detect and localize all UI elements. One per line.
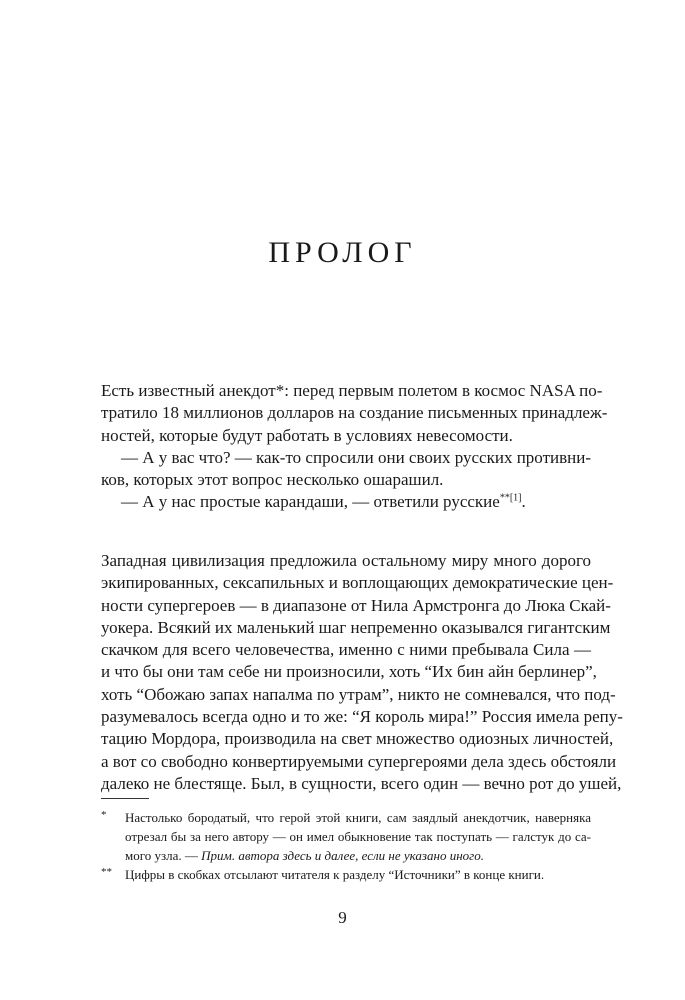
text-fragment: мого узла. — <box>125 848 202 863</box>
text-line <box>101 491 591 513</box>
text-line: скачком для всего человечества, именно с ними пребывала Сила — <box>101 640 591 660</box>
chapter-title: ПРОЛОГ <box>268 236 417 269</box>
text-line: Западная цивилизация предложила остальному миру много дорого <box>101 551 591 570</box>
text-line: отрезал бы за него автору — он имел обыкновение так поступать — галстук до са- <box>125 829 591 844</box>
text-fragment: . <box>521 492 526 512</box>
text-line: ков, которых этот вопрос несколько ошарашил. <box>101 470 444 490</box>
text-line: и что бы они там себе ни произносили, хоть “Их бин айн берлинер”, <box>101 662 597 682</box>
text-line: Есть известный анекдот*: перед первым полетом в космос NASA по- <box>101 381 603 400</box>
text-line: Цифры в скобках отсылают читателя к разделу “Источники” в конце книги. <box>125 867 545 882</box>
text-line: хоть “Обожаю запах напалма по утрам”, никто не сомневался, что под- <box>101 684 616 704</box>
text-line: тратило 18 миллионов долларов на создание письменных принадлеж- <box>101 403 608 423</box>
footnote-1 <box>101 808 591 865</box>
text-line: тацию Мордора, производила на свет множество одиозных личностей, <box>101 729 614 749</box>
text-line: ностей, которые будут работать в условиях невесомости. <box>101 425 513 445</box>
text-line: — А у вас что? — как-то спросили они своих русских противни- <box>121 447 591 467</box>
text-line: разумевалось всегда одно и то же: “Я король мира!” Россия имела репу- <box>101 707 623 727</box>
text-line: экипированных, сексапильных и воплощающих демократические цен- <box>101 573 614 593</box>
text-line: уокера. Всякий их маленький шаг непременно оказывался гигантским <box>101 617 611 637</box>
paragraph-anecdote <box>101 380 608 514</box>
text-fragment: — А у нас простые карандаши, — ответили русские <box>121 492 500 512</box>
footnote-divider <box>101 798 149 799</box>
page-number: 9 <box>338 908 347 927</box>
text-line: а вот со свободно конвертируемыми супергероями дела здесь обстояли <box>101 751 617 771</box>
footnote-mark: * <box>101 809 107 821</box>
footnote-reference[interactable]: **[1] <box>499 492 522 504</box>
footnote-2 <box>101 865 591 884</box>
italic-note: Прим. автора здесь и далее, если не указано иного. <box>201 848 484 863</box>
text-line: ности супергероев — в диапазоне от Нила Армстронга до Люка Скай- <box>101 595 611 615</box>
footnote-mark: ** <box>101 866 112 878</box>
text-line: далеко не блестяще. Был, в сущности, всего один — вечно рот до ушей, <box>101 773 622 793</box>
paragraph-main <box>101 550 623 795</box>
text-line <box>125 846 591 865</box>
text-line: Настолько бородатый, что герой этой книги, сам заядлый анекдотчик, наверняка <box>125 810 591 825</box>
